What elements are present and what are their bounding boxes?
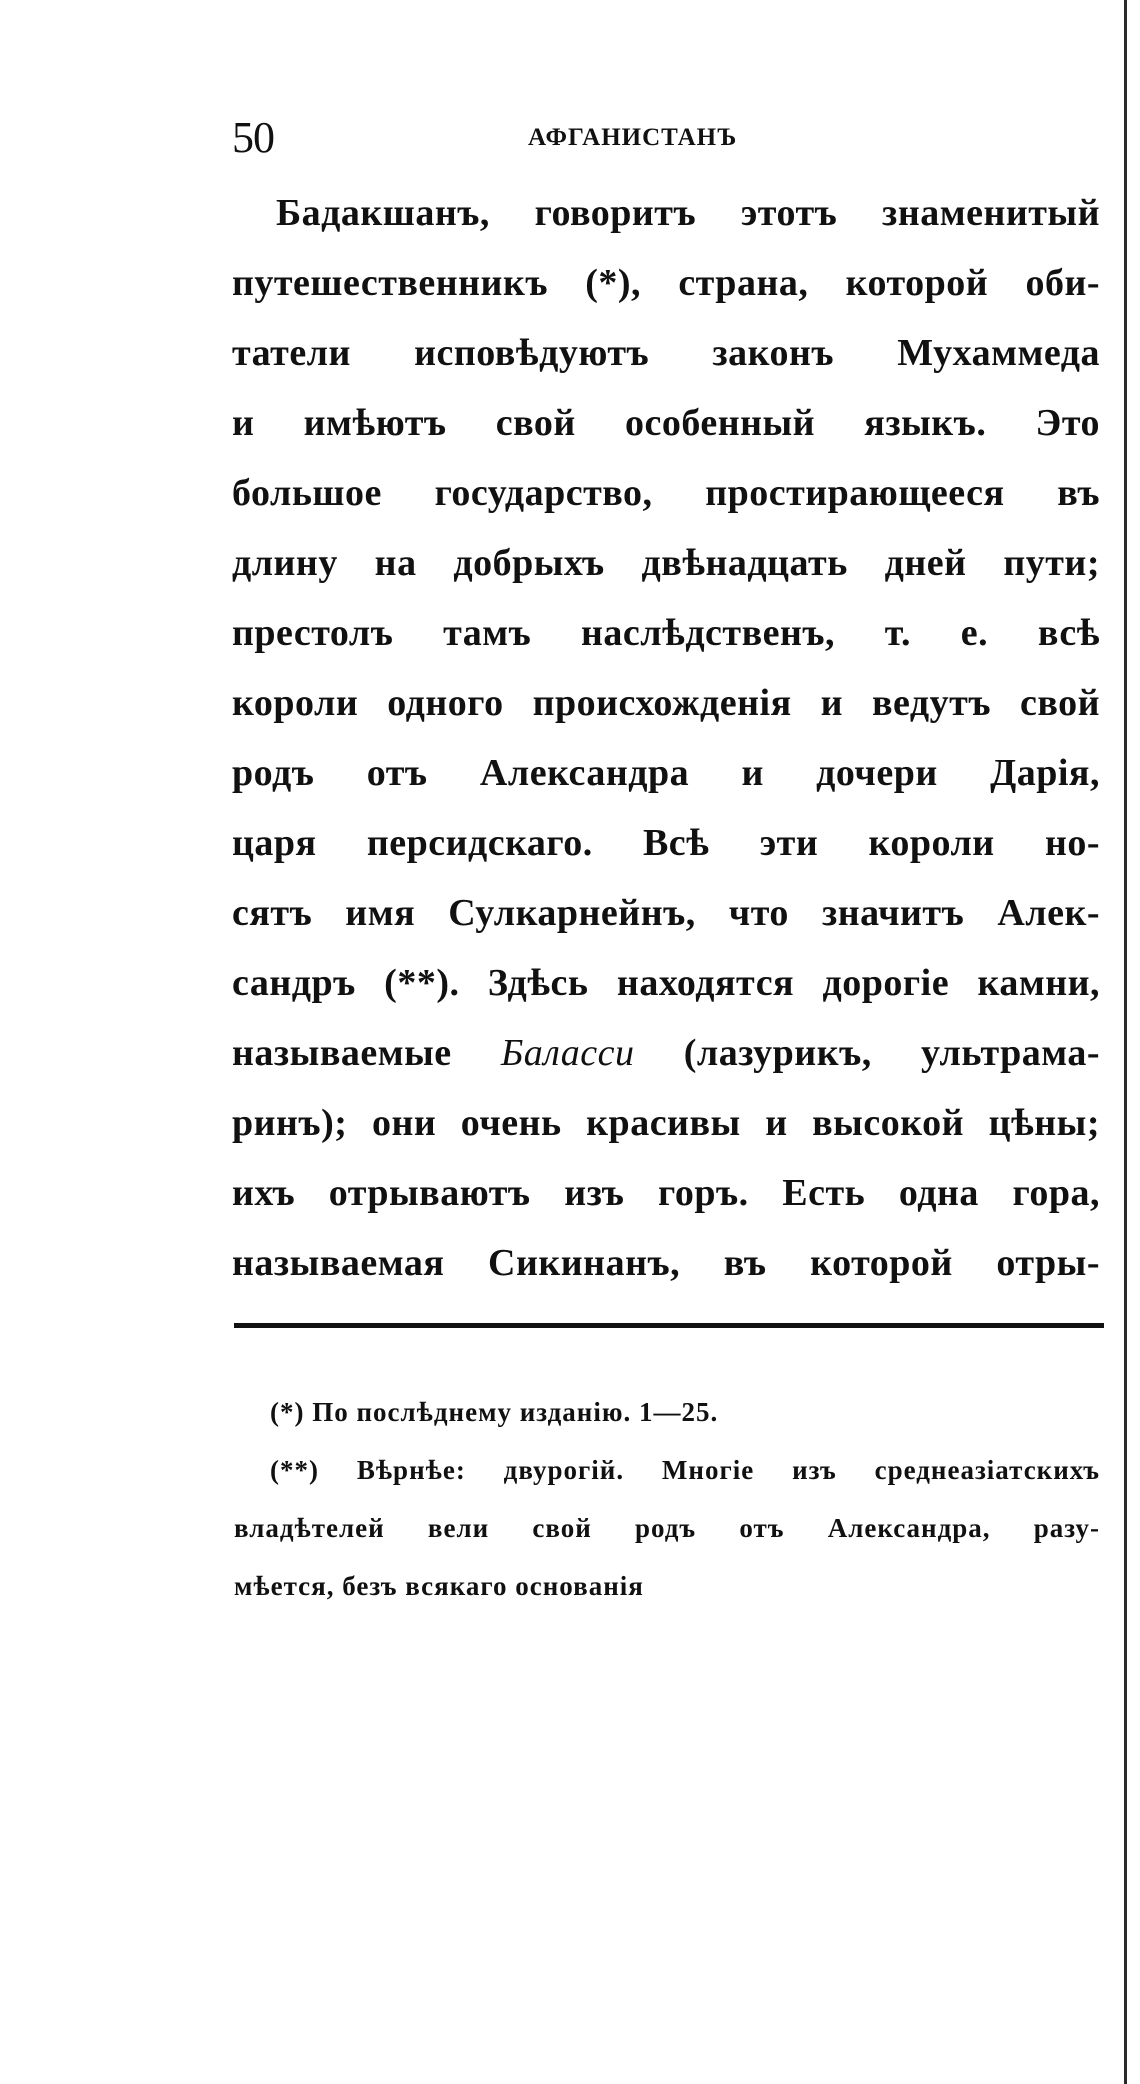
text-line: сандръ (**). Здѣсь находятся дорогіе камни,	[232, 962, 1100, 1004]
text-line: ихъ отрываютъ изъ горъ. Есть одна гора,	[232, 1172, 1100, 1214]
footnote-2-line: (**) Вѣрнѣе: двурогій. Многіе изъ среднеазіатскихъ	[270, 1455, 1100, 1485]
text-line	[232, 1018, 1100, 1088]
text-line: ринъ); они очень красивы и высокой цѣны;	[232, 1102, 1100, 1144]
text-line: длину на добрыхъ двѣнадцать дней пути;	[232, 542, 1100, 584]
page-number: 50	[232, 113, 274, 162]
text-line: большое государство, простирающееся въ	[232, 472, 1100, 514]
text-line: Бадакшанъ, говоритъ этотъ знаменитый	[276, 192, 1100, 234]
text-line: называемая Сикинанъ, въ которой отры-	[232, 1242, 1100, 1284]
running-title: АФГАНИСТАНЪ	[528, 124, 738, 151]
footnote-2-line: мѣется, безъ всякаго основанія	[234, 1571, 644, 1601]
text-line: путешественникъ (*), страна, которой оби-	[232, 262, 1100, 304]
text-line: царя персидскаго. Всѣ эти короли но-	[232, 822, 1100, 864]
text-line: короли одного происхожденія и ведутъ свой	[232, 682, 1100, 724]
text-line: родъ отъ Александра и дочери Дарія,	[232, 752, 1100, 794]
italic-term: Баласси	[500, 1032, 635, 1074]
footnote-1: (*) По послѣднему изданію. 1—25.	[270, 1397, 719, 1427]
text-line: сятъ имя Сулкарнейнъ, что значитъ Алек-	[232, 892, 1100, 934]
text-fragment: называемые	[232, 1032, 501, 1074]
footnote-divider	[234, 1323, 1104, 1328]
page-edge-rule	[1124, 0, 1127, 2084]
main-text	[232, 178, 1100, 1298]
text-line: татели исповѣдуютъ законъ Мухаммеда	[232, 332, 1100, 374]
text-fragment: (лазурикъ, ультрама-	[634, 1032, 1101, 1074]
footnotes	[234, 1383, 1100, 1615]
footnote-2-line: владѣтелей вели свой родъ отъ Александра, разу-	[234, 1513, 1100, 1543]
text-line: и имѣютъ свой особенный языкъ. Это	[232, 402, 1100, 444]
text-line: престолъ тамъ наслѣдственъ, т. е. всѣ	[232, 612, 1100, 654]
